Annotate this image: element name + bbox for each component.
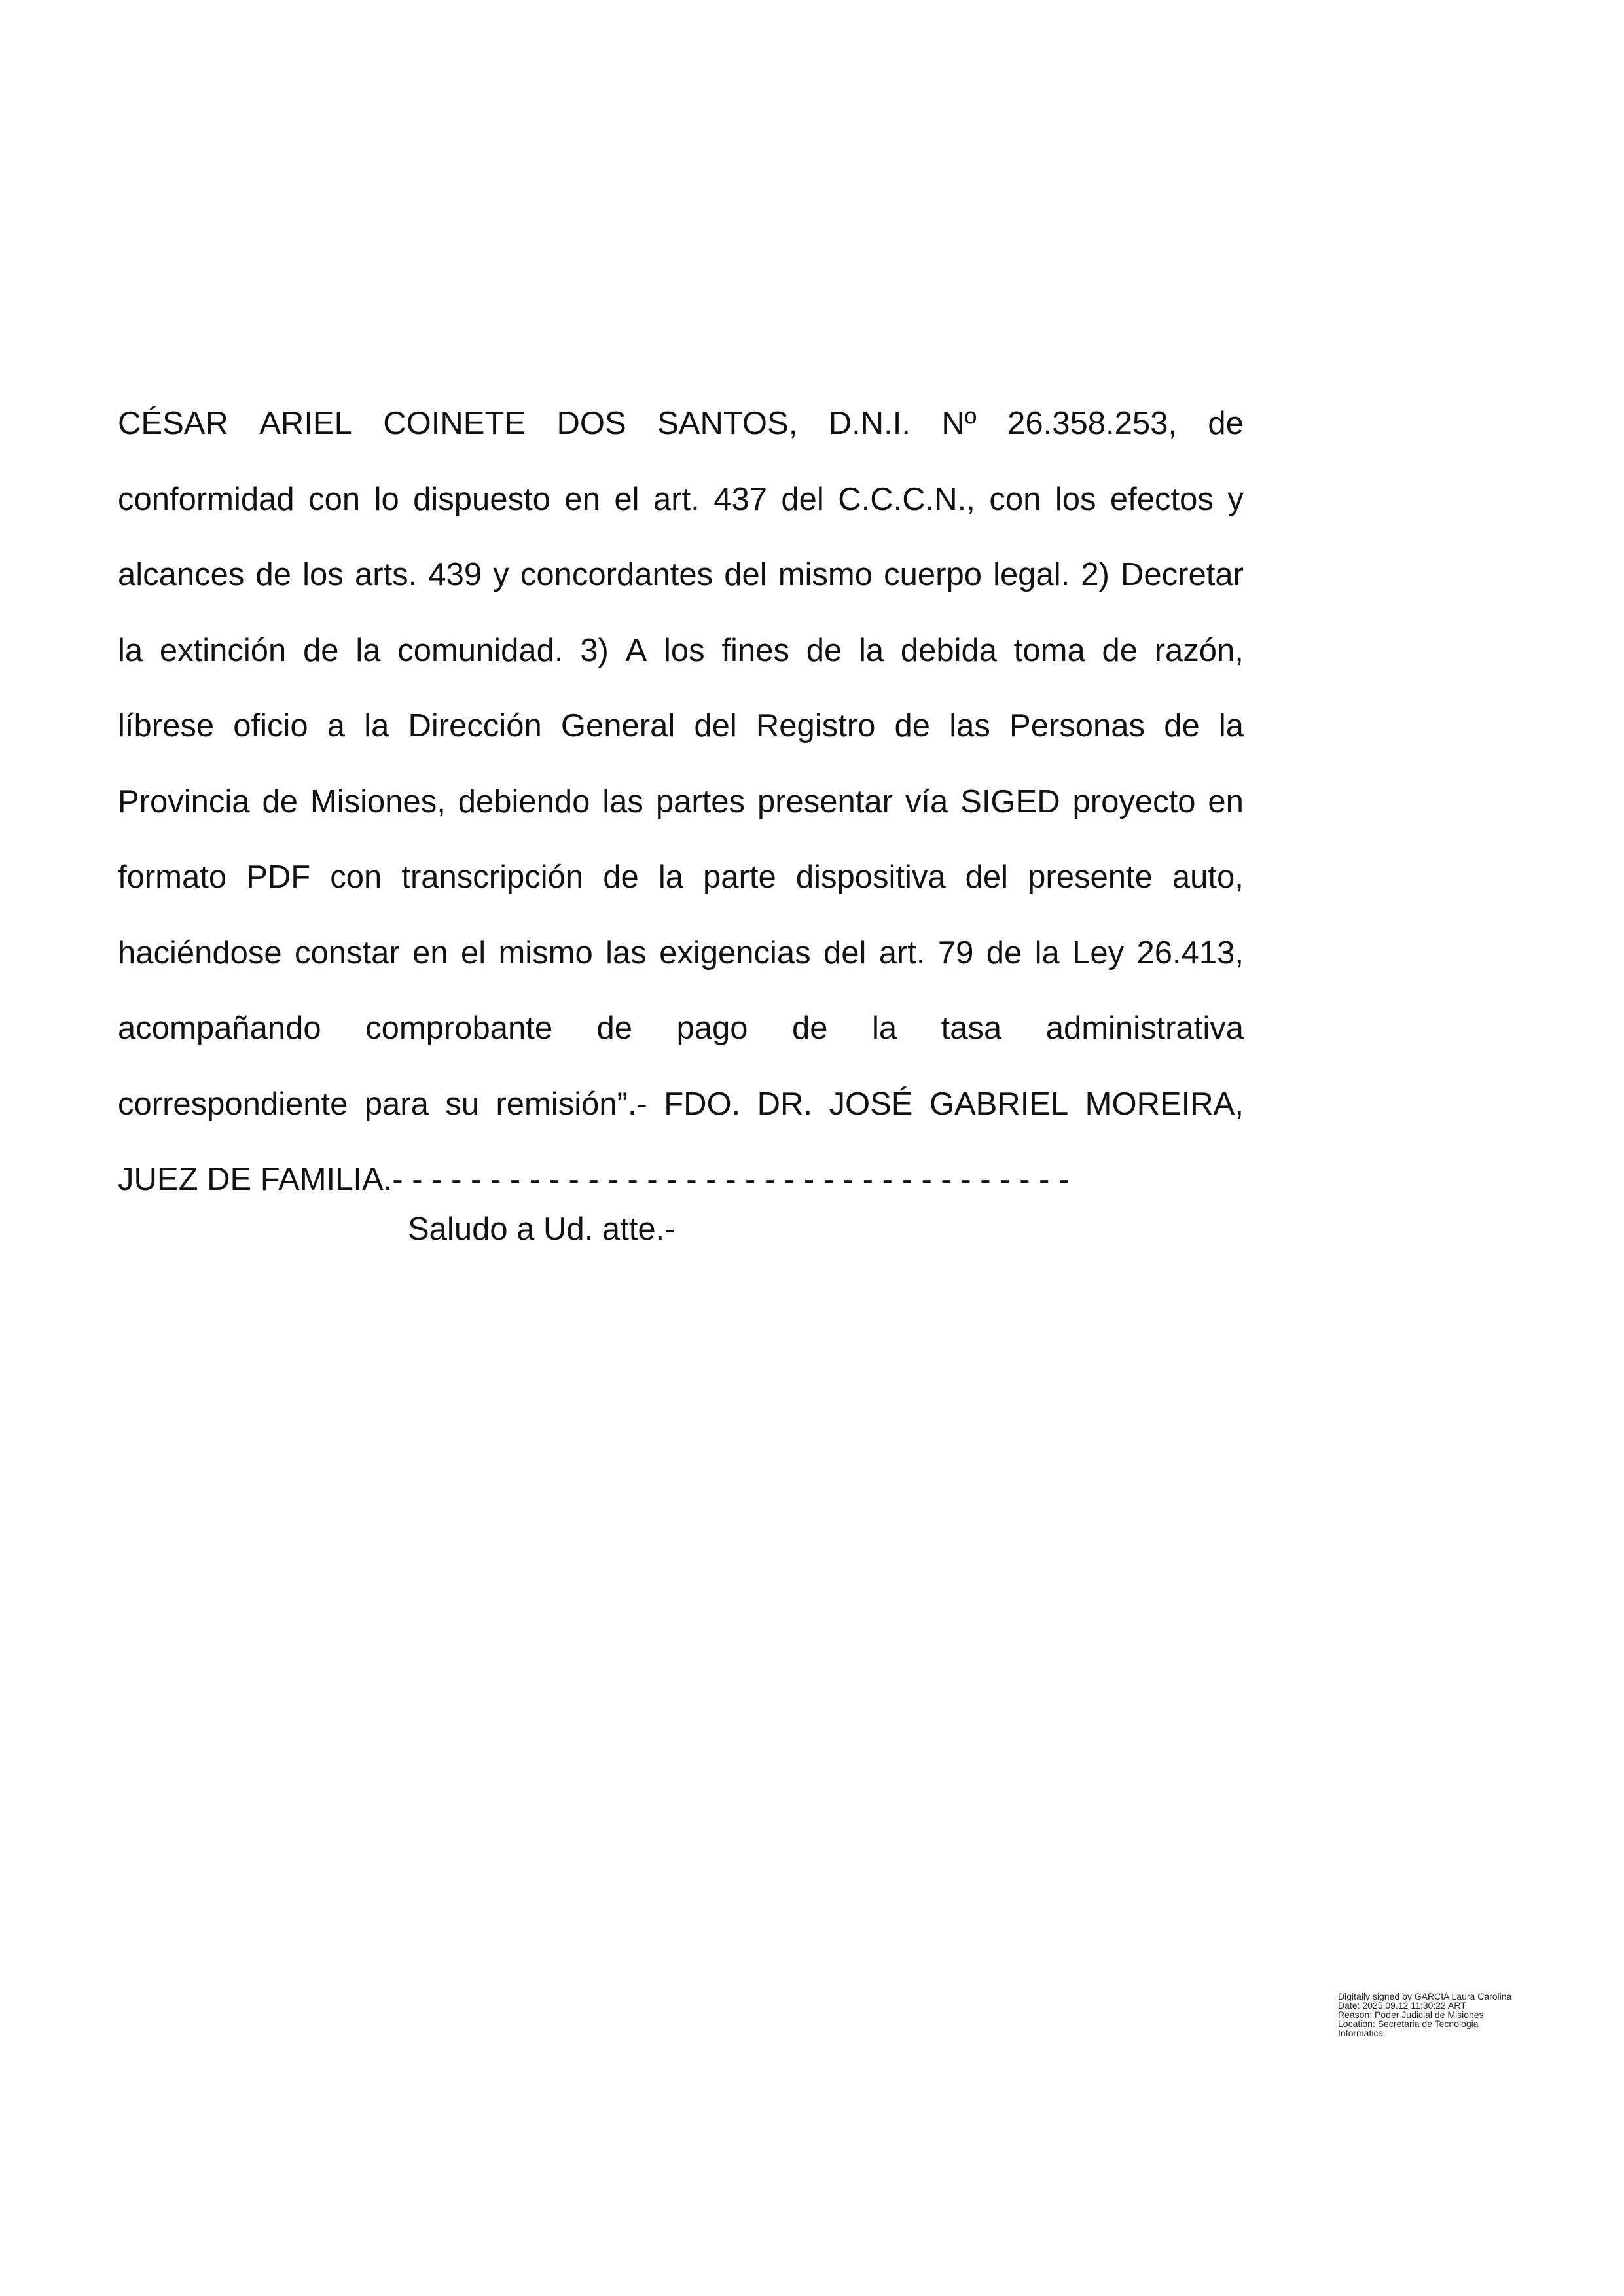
word: y bbox=[1227, 481, 1244, 517]
word: los bbox=[664, 632, 705, 668]
word: FDO. bbox=[664, 1086, 741, 1122]
text-line bbox=[118, 840, 1244, 916]
text-line bbox=[118, 462, 1244, 538]
text-line bbox=[118, 613, 1244, 689]
word: acompañando bbox=[118, 1011, 321, 1046]
text-line bbox=[118, 916, 1244, 992]
word: en bbox=[412, 935, 448, 971]
word: 79 bbox=[937, 935, 974, 971]
word: la bbox=[1034, 935, 1060, 971]
word: transcripción bbox=[401, 859, 584, 895]
word: presente bbox=[1028, 859, 1153, 895]
word: de bbox=[262, 783, 298, 819]
word: del bbox=[965, 859, 1009, 895]
word: el bbox=[460, 935, 486, 971]
word: legal. bbox=[993, 557, 1070, 592]
word: CÉSAR bbox=[118, 406, 228, 441]
word: formato bbox=[118, 859, 227, 895]
word: de bbox=[596, 1011, 633, 1046]
word: su bbox=[445, 1086, 480, 1122]
word: haciéndose bbox=[118, 935, 282, 971]
word: la bbox=[355, 632, 381, 668]
word: remisión”.- bbox=[496, 1086, 647, 1122]
word: del bbox=[694, 708, 737, 744]
word: pago bbox=[676, 1011, 748, 1046]
word: Ley bbox=[1072, 935, 1125, 971]
word: en bbox=[1208, 783, 1244, 819]
word: DOS bbox=[556, 406, 626, 441]
signature-reason: Reason: Poder Judicial de Misiones bbox=[1338, 2009, 1484, 2020]
word: debida bbox=[900, 632, 998, 668]
word: presentar bbox=[757, 783, 893, 819]
word: la bbox=[858, 632, 884, 668]
word: 26.358.253, bbox=[1007, 406, 1177, 441]
word: de bbox=[603, 859, 639, 895]
text-line bbox=[118, 764, 1244, 840]
word: con bbox=[989, 481, 1041, 517]
word: art. bbox=[878, 935, 926, 971]
signature-date: Date: 2025.09.12 11:30:22 ART bbox=[1338, 2000, 1466, 2011]
word: del bbox=[823, 935, 867, 971]
word: Provincia bbox=[118, 783, 250, 819]
word: Misiones, bbox=[310, 783, 446, 819]
word: del bbox=[781, 481, 824, 517]
word: GABRIEL bbox=[929, 1086, 1069, 1122]
word: mismo bbox=[498, 935, 593, 971]
word: de bbox=[255, 557, 292, 592]
word: mismo bbox=[778, 557, 873, 592]
word: partes bbox=[655, 783, 746, 819]
word: A bbox=[625, 632, 647, 668]
word: auto, bbox=[1172, 859, 1244, 895]
word: art. bbox=[653, 481, 700, 517]
closing-salutation: Saludo a Ud. atte.- bbox=[408, 1211, 676, 1247]
word: Nº bbox=[941, 406, 977, 441]
word: Dirección bbox=[408, 708, 542, 744]
word: 2) bbox=[1081, 557, 1110, 592]
text-line bbox=[118, 386, 1244, 462]
word: la bbox=[872, 1011, 897, 1046]
word: la bbox=[1218, 708, 1244, 744]
text-line bbox=[118, 991, 1244, 1067]
word: alcances bbox=[118, 557, 245, 592]
word: para bbox=[364, 1086, 429, 1122]
word: 437 bbox=[713, 481, 767, 517]
word: comprobante bbox=[365, 1011, 553, 1046]
word: del bbox=[724, 557, 767, 592]
word: la bbox=[118, 632, 143, 668]
word: de bbox=[806, 632, 842, 668]
word: vía bbox=[905, 783, 948, 819]
word: cuerpo bbox=[884, 557, 982, 592]
word: de bbox=[1208, 406, 1244, 441]
word: a bbox=[327, 708, 346, 744]
word: lo bbox=[374, 481, 399, 517]
word: de bbox=[303, 632, 339, 668]
word: SANTOS, bbox=[657, 406, 798, 441]
word: D.N.I. bbox=[828, 406, 911, 441]
word: debiendo bbox=[458, 783, 590, 819]
word: Decretar bbox=[1121, 557, 1244, 592]
word: C.C.C.N., bbox=[838, 481, 975, 517]
word: dispositiva bbox=[795, 859, 946, 895]
word: oficio bbox=[233, 708, 308, 744]
word: de bbox=[1164, 708, 1200, 744]
text-line bbox=[118, 1067, 1244, 1143]
word: toma bbox=[1013, 632, 1085, 668]
digital-signature-stamp bbox=[1338, 1992, 1574, 2037]
word: 26.413, bbox=[1136, 935, 1244, 971]
word: conformidad bbox=[118, 481, 295, 517]
word: PDF bbox=[246, 859, 311, 895]
text-line bbox=[118, 537, 1244, 613]
word: ARIEL bbox=[259, 406, 352, 441]
word: fines bbox=[721, 632, 789, 668]
word: Registro bbox=[755, 708, 876, 744]
word: las bbox=[602, 783, 643, 819]
word: líbrese bbox=[118, 708, 215, 744]
word: arts. bbox=[354, 557, 418, 592]
word: extinción bbox=[159, 632, 287, 668]
word: 3) bbox=[580, 632, 609, 668]
word: General bbox=[560, 708, 676, 744]
word: exigencias bbox=[659, 935, 811, 971]
word: tasa bbox=[941, 1011, 1002, 1046]
word: la bbox=[364, 708, 389, 744]
word: proyecto bbox=[1072, 783, 1196, 819]
word: de bbox=[792, 1011, 828, 1046]
word: razón, bbox=[1154, 632, 1244, 668]
word: efectos bbox=[1110, 481, 1214, 517]
word: DR. bbox=[757, 1086, 813, 1122]
word: MOREIRA, bbox=[1085, 1086, 1244, 1122]
word: JOSÉ bbox=[829, 1086, 913, 1122]
word: las bbox=[949, 708, 990, 744]
signature-signer: Digitally signed by GARCIA Laura Carolina bbox=[1338, 1991, 1512, 2001]
signature-location: Location: Secretaria de Tecnologia bbox=[1338, 2018, 1479, 2029]
word: de bbox=[1102, 632, 1138, 668]
word: con bbox=[308, 481, 361, 517]
word: parte bbox=[703, 859, 776, 895]
word: y bbox=[493, 557, 509, 592]
word: el bbox=[614, 481, 640, 517]
word: las bbox=[605, 935, 647, 971]
word: dispuesto bbox=[413, 481, 550, 517]
text-line bbox=[118, 689, 1244, 764]
signature-location-cont: Informatica bbox=[1338, 2028, 1384, 2038]
word: concordantes bbox=[520, 557, 713, 592]
word: SIGED bbox=[960, 783, 1060, 819]
word: en bbox=[564, 481, 600, 517]
word: COINETE bbox=[383, 406, 526, 441]
word: la bbox=[658, 859, 683, 895]
word: de bbox=[986, 935, 1022, 971]
word: constar bbox=[295, 935, 400, 971]
word: los bbox=[302, 557, 344, 592]
word: 439 bbox=[428, 557, 482, 592]
text-line-last: JUEZ DE FAMILIA.- - - - - - - - - - - - - - - - - - - - - - - - - - - - - - - - - - - bbox=[118, 1162, 1070, 1197]
word: administrativa bbox=[1045, 1011, 1244, 1046]
word: con bbox=[330, 859, 382, 895]
word: comunidad. bbox=[397, 632, 564, 668]
word: Personas bbox=[1009, 708, 1146, 744]
word: correspondiente bbox=[118, 1086, 348, 1122]
body-paragraph bbox=[118, 386, 1244, 1218]
word: los bbox=[1055, 481, 1096, 517]
word: de bbox=[894, 708, 931, 744]
